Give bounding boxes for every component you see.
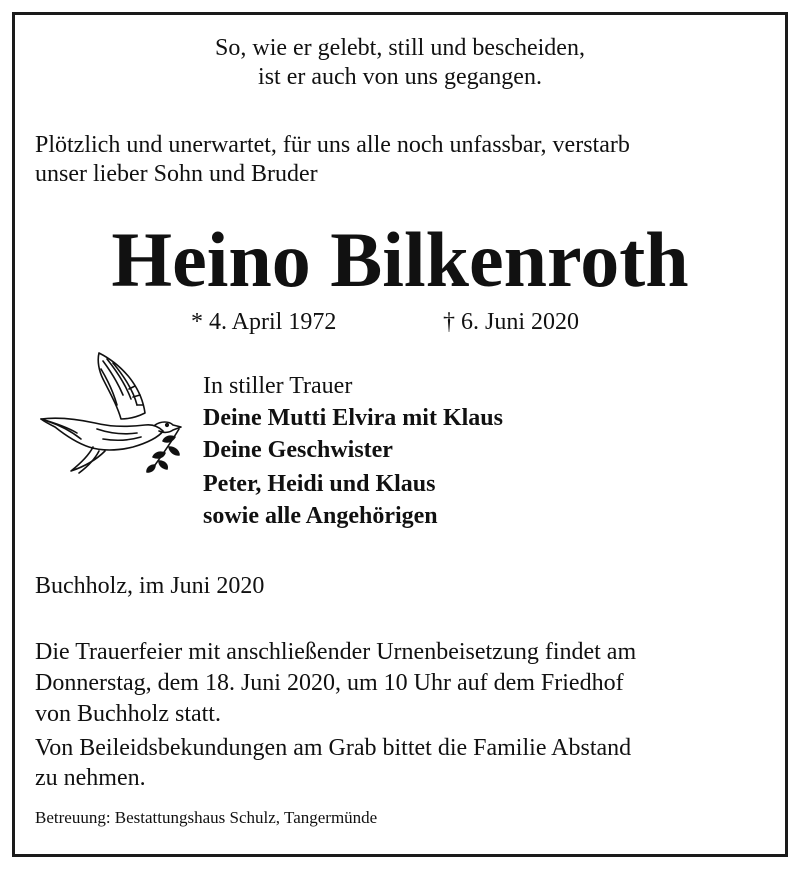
deceased-name: Heino Bilkenroth (111, 216, 689, 303)
place-date: Buchholz, im Juni 2020 (35, 573, 265, 599)
death-date: † 6. Juni 2020 (443, 309, 580, 335)
birth-date: * 4. April 1972 (191, 309, 337, 335)
intro-line-1: Plötzlich und unerwartet, für uns alle noch unfassbar, verstarb (35, 132, 630, 158)
intro-line-2: unser lieber Sohn und Bruder (35, 161, 318, 187)
funeral-line-2: Donnerstag, dem 18. Juni 2020, um 10 Uhr auf dem Friedhof (35, 670, 624, 696)
dove-with-olive-branch-icon (37, 347, 187, 477)
funeral-line-5: zu nehmen. (35, 765, 146, 791)
obituary-frame (12, 12, 788, 857)
funeral-line-4: Von Beileidsbekundungen am Grab bittet die Familie Abstand (35, 735, 632, 761)
verse-line-1: So, wie er gelebt, still und bescheiden, (215, 35, 585, 61)
funeral-line-1: Die Trauerfeier mit anschließender Urnenbeisetzung findet am (35, 639, 637, 665)
mourner-line-2: Deine Geschwister (203, 437, 393, 463)
verse-line-2: ist er auch von uns gegangen. (258, 64, 542, 90)
mourner-line-3: Peter, Heidi und Klaus (203, 471, 436, 497)
undertaker-credit: Betreuung: Bestattungshaus Schulz, Tangermünde (35, 808, 378, 827)
mourner-line-4: sowie alle Angehörigen (203, 503, 438, 529)
funeral-line-3: von Buchholz statt. (35, 701, 221, 727)
mourning-heading: In stiller Trauer (203, 373, 353, 399)
mourner-line-1: Deine Mutti Elvira mit Klaus (203, 405, 503, 431)
